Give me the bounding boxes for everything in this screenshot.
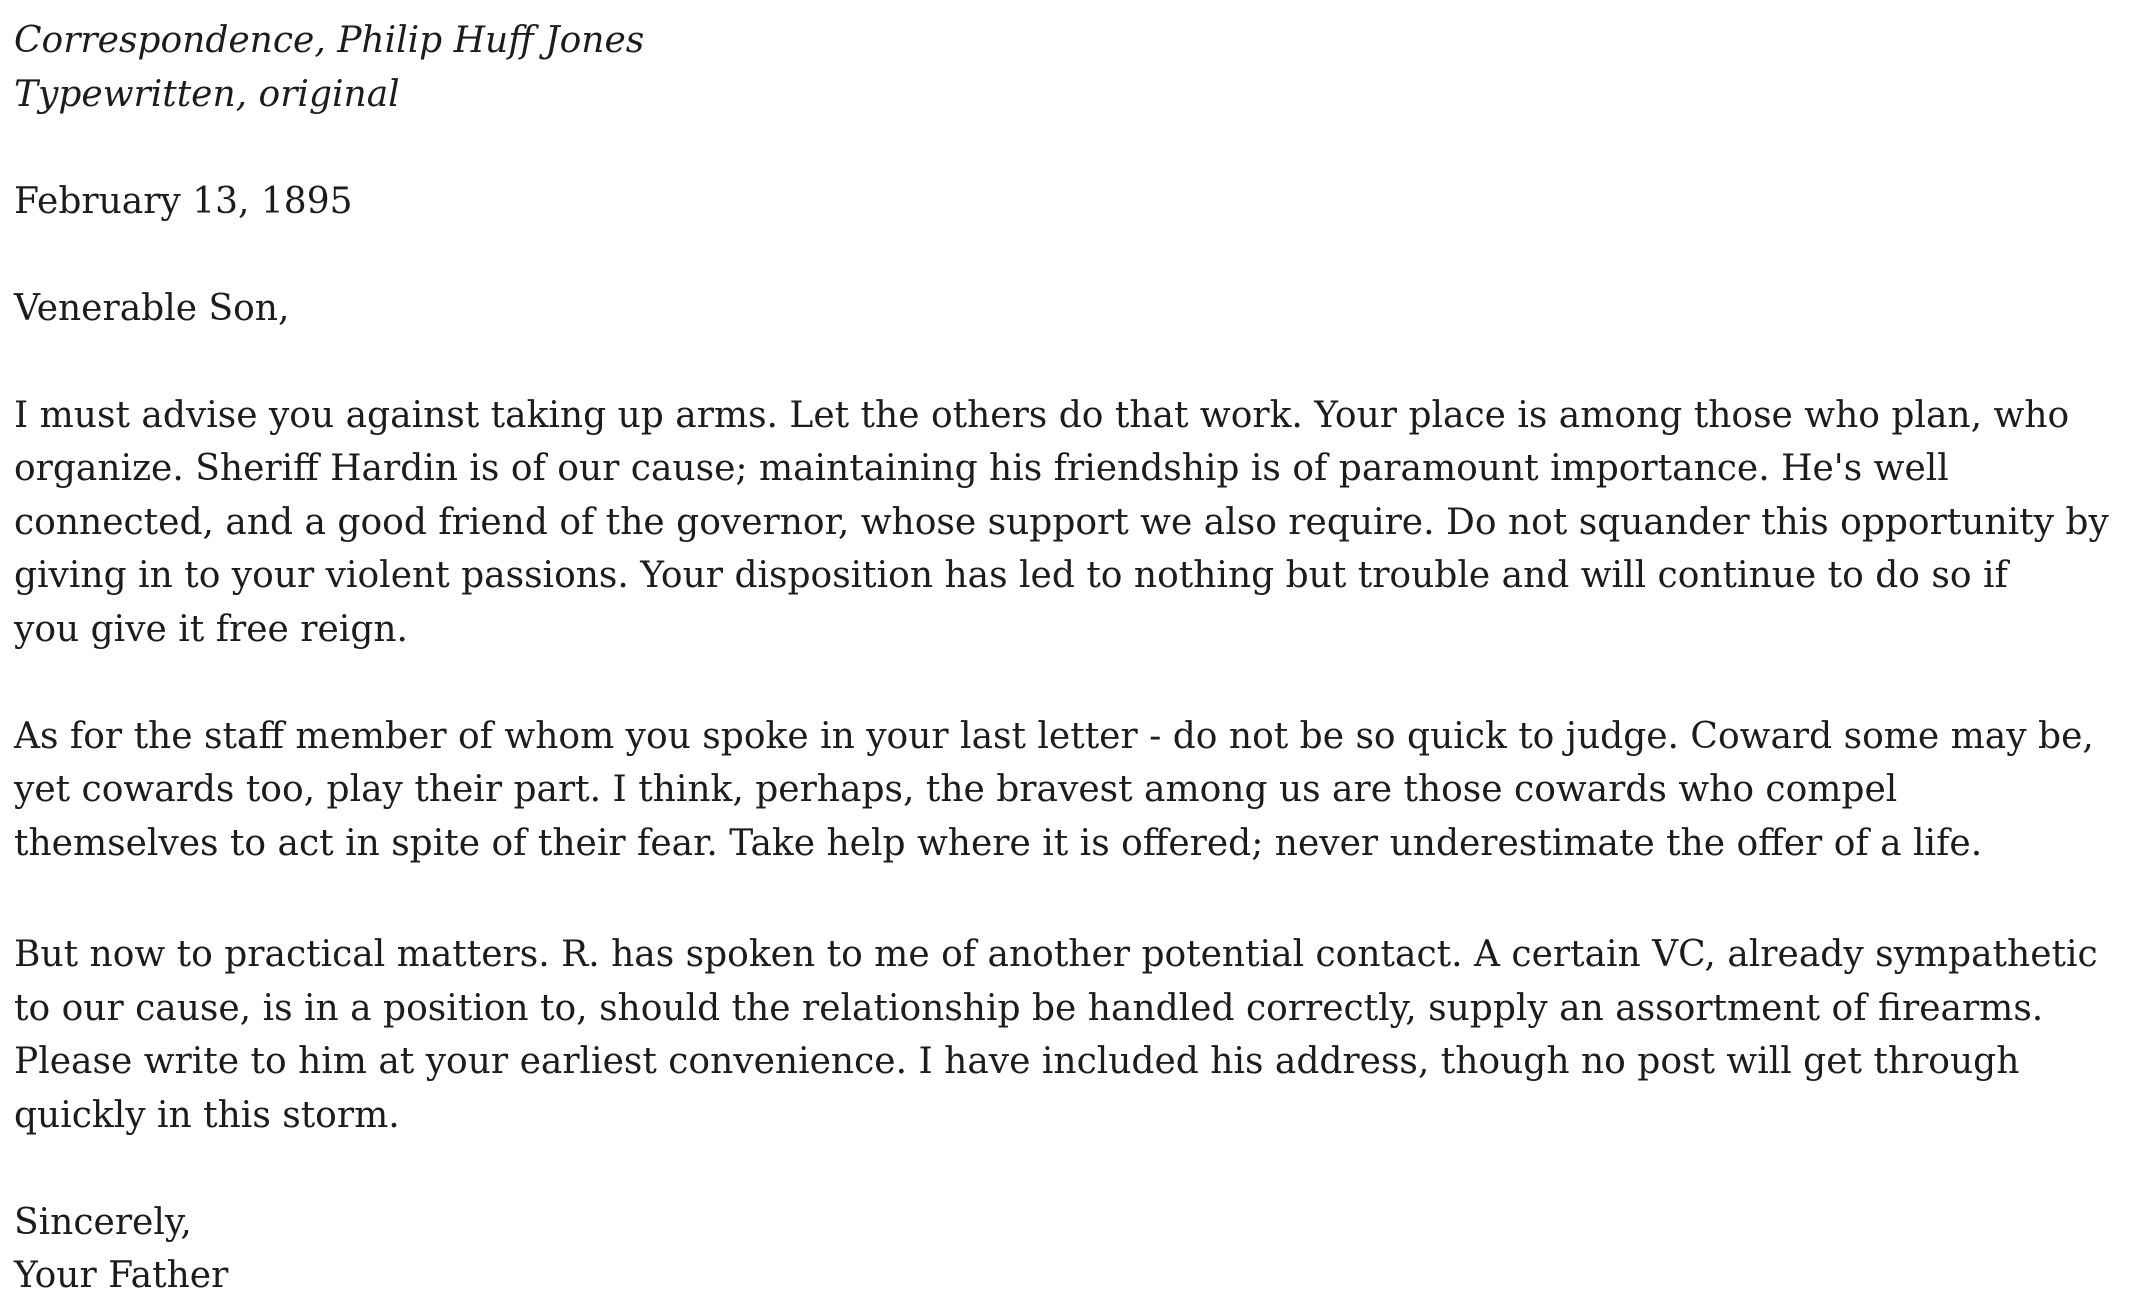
paragraph-3 <box>14 928 2137 1142</box>
paragraph-line: to our cause, is in a position to, should the relationship be handled correctly, supply an assortment of firearms. <box>14 987 2044 1029</box>
paragraph-line: organize. Sheriff Hardin is of our cause; maintaining his friendship is of paramount importance. He's well <box>14 448 1949 489</box>
spacer <box>14 228 2137 282</box>
paragraph-line: As for the staff member of whom you spoke in your last letter - do not be so quick to judge. Coward some may be, <box>14 715 2094 757</box>
paragraph-line: giving in to your violent passions. Your disposition has led to nothing but trouble and will continue to do so if <box>14 555 2008 596</box>
paragraph-2 <box>14 710 2137 871</box>
paragraph-line: you give it free reign. <box>14 608 408 650</box>
spacer <box>14 335 2137 389</box>
paragraph-line: connected, and a good friend of the governor, whose support we also require. Do not squander this opportunity by <box>14 501 2109 543</box>
letter-salutation: Venerable Son, <box>14 287 290 329</box>
spacer <box>14 121 2137 175</box>
paragraph-line: I must advise you against taking up arms. Let the others do that work. Your place is among those who plan, who <box>14 394 2070 436</box>
paragraph-line: yet cowards too, play their part. I think, perhaps, the bravest among us are those cowards who compel <box>14 769 1898 810</box>
document-type-note: Typewritten, original <box>14 73 400 115</box>
letter-closing: Sincerely, <box>14 1201 192 1243</box>
paragraph-line: themselves to act in spite of their fear. Take help where it is offered; never underestimate the offer of a life. <box>14 822 1983 864</box>
paragraph-line: quickly in this storm. <box>14 1094 400 1136</box>
spacer <box>14 1142 2137 1196</box>
paragraph-line: Please write to him at your earliest convenience. I have included his address, though no post will get through <box>14 1041 2020 1082</box>
paragraph-line: But now to practical matters. R. has spoken to me of another potential contact. A certain VC, already sympathetic <box>14 934 2098 975</box>
document-source-title: Correspondence, Philip Huff Jones <box>14 20 645 61</box>
letter-date: February 13, 1895 <box>14 180 353 222</box>
spacer <box>14 870 2137 928</box>
paragraph-1 <box>14 389 2137 657</box>
letter-signature: Your Father <box>14 1255 229 1296</box>
spacer <box>14 656 2137 710</box>
